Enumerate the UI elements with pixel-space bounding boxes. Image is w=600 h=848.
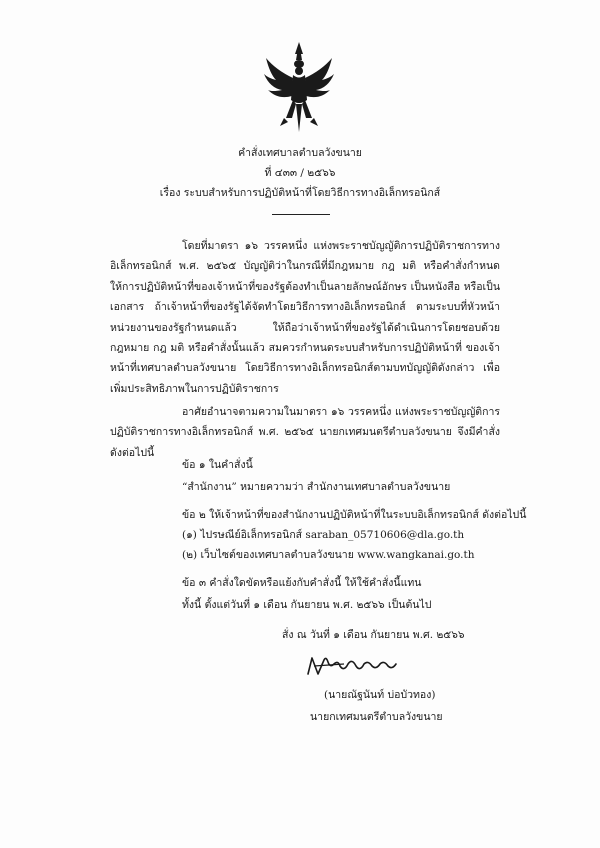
clause-1-definition: “สำนักงาน” หมายความว่า สำนักงานเทศบาลตำบลวังขนาย [182,481,451,493]
clause-2-title: ข้อ ๒ ให้เจ้าหน้าที่ของสำนักงานปฏิบัติหน้าที่ในระบบอิเล็กทรอนิกส์ ดังต่อไปนี้ [182,509,527,521]
subject-divider [272,214,330,215]
garuda-emblem-icon [262,40,336,136]
clause-1-title: ข้อ ๑ ในคำสั่งนี้ [182,459,253,471]
clause-2-item-website: (๒) เว็บไซต์ของเทศบาลตำบลวังขนาย www.wangkanai.go.th [182,549,475,561]
signer-name: (นายณัฐนันท์ บ่อบัวทอง) [324,689,436,701]
authority-paragraph: อาศัยอำนาจตามความในมาตรา ๑๖ วรรคหนึ่ง แห่งพระราชบัญญัติการปฏิบัติราชการทางอิเล็กทรอนิกส์ พ.ศ. ๒๕๖๕ นายกเทศมนตรีตำบลวังขนาย จึงมีคำสั่ง ดังต่อไปนี้ [110,406,500,459]
document-subject: เรื่อง ระบบสำหรับการปฏิบัติหน้าที่โดยวิธีการทางอิเล็กทรอนิกส์ [159,187,441,199]
handwritten-signature-icon [304,652,400,680]
preamble-paragraph: โดยที่มาตรา ๑๖ วรรคหนึ่ง แห่งพระราชบัญญัติการปฏิบัติราชการทางอิเล็กทรอนิกส์ พ.ศ. ๒๕๖๕ บัญญัติว่าในกรณีที่มีกฎหมาย กฎ มติ หรือคำสั่งกำหนดให้การปฏิบัติหน้าที่ของเจ้าหน้าที่ของรัฐต้องทำเป็นลายลักษณ์อักษร เป็นหนังสือ หรือเป็นเอกสาร ถ้าเจ้าหน้าที่ของรัฐได้จัดทำโดยวิธีการทางอิเล็กทรอนิกส์ ตามระบบที่หัวหน้าหน่วยงานของรัฐกำหนดแล้ว ให้ถือว่าเจ้าหน้าที่ของรัฐได้ดำเนินการโดยชอบด้วยกฎหมาย กฎ มติ หรือคำสั่งนั้นแล้ว สมควรกำหนดระบบสำหรับการปฏิบัติหน้าที่ ของเจ้าหน้าที่เทศบาลตำบลวังขนาย โดยวิธีการทางอิเล็กทรอนิกส์ตามบทบัญญัติดังกล่าว เพื่อเพิ่มประสิทธิภาพในการปฏิบัติราชการ [110,240,500,395]
clause-2-item-email: (๑) ไปรษณีย์อิเล็กทรอนิกส์ saraban_05710606@dla.go.th [182,529,465,541]
clause-3: ข้อ ๓ คำสั่งใดขัดหรือแย้งกับคำสั่งนี้ ให้ใช้คำสั่งนี้แทน [182,577,422,589]
signer-title: นายกเทศมนตรีตำบลวังขนาย [310,711,443,723]
effective-date-line: ทั้งนี้ ตั้งแต่วันที่ ๑ เดือน กันยายน พ.ศ. ๒๕๖๖ เป็นต้นไป [182,599,432,611]
document-issuer: คำสั่งเทศบาลตำบลวังขนาย [238,147,362,159]
document-number: ที่ ๔๓๓ / ๒๕๖๖ [264,167,336,179]
signing-date: สั่ง ณ วันที่ ๑ เดือน กันยายน พ.ศ. ๒๕๖๖ [282,629,465,641]
